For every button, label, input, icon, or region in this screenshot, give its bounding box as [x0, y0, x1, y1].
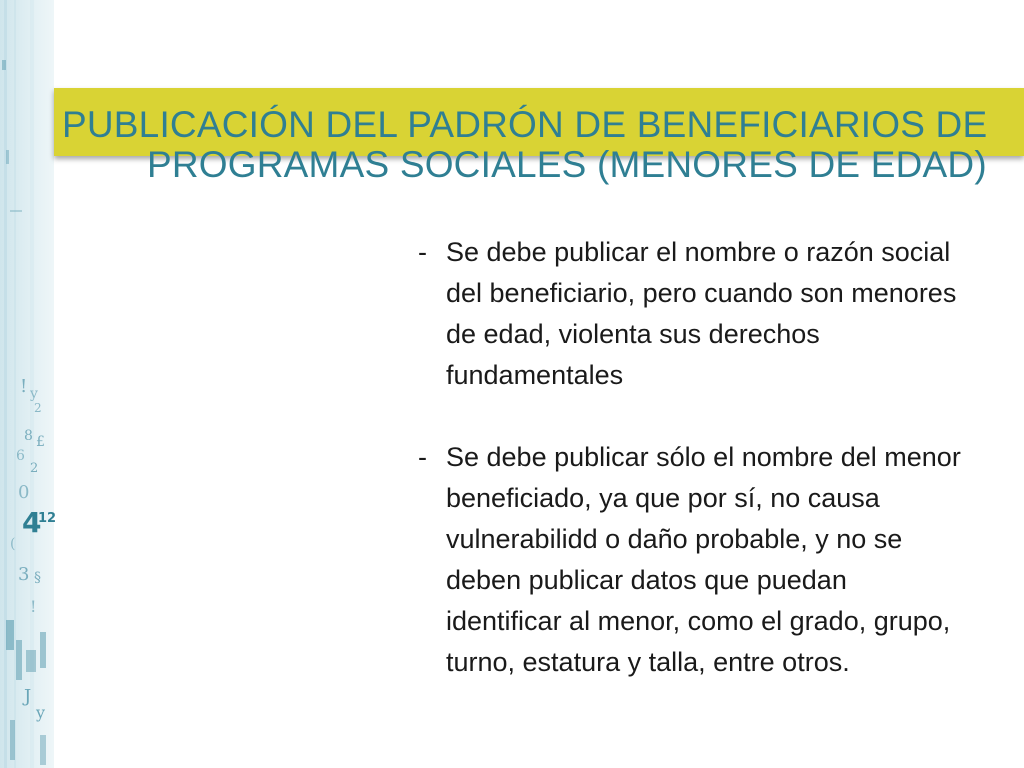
- svg-text:y: y: [36, 703, 46, 722]
- svg-text:3: 3: [18, 564, 30, 585]
- svg-text:y: y: [30, 386, 38, 402]
- svg-text:§: §: [34, 570, 41, 586]
- svg-text:0: 0: [18, 482, 30, 503]
- bullet-item: [418, 232, 978, 396]
- svg-text:!: !: [30, 597, 37, 616]
- slide-title-line-2: PROGRAMAS SOCIALES (MENORES DE EDAD): [147, 144, 987, 185]
- svg-text:6: 6: [16, 448, 25, 464]
- slide-title-line-1: PUBLICACIÓN DEL PADRÓN DE BENEFICIARIOS DE: [62, 104, 988, 145]
- bullet-text: Se debe publicar sólo el nombre del menor beneficiado, ya que por sí, no causa vulnerabilidd o daño probable, y no se deben publicar datos que puedan identificar al menor, como el grado, grupo, turno, estatura y talla, entre otros.: [446, 442, 961, 677]
- svg-text:8: 8: [24, 428, 33, 444]
- svg-text:!: !: [20, 376, 28, 397]
- slide-title: [62, 100, 988, 190]
- bullet-item: [418, 437, 978, 683]
- svg-text:£: £: [36, 434, 45, 450]
- bullet-marker: -: [418, 237, 427, 267]
- svg-text:J: J: [24, 686, 32, 707]
- svg-text:2: 2: [30, 461, 39, 476]
- svg-text:4: 4: [22, 506, 42, 539]
- decorative-left-strip: [0, 0, 57, 768]
- svg-text:2: 2: [34, 401, 42, 415]
- decorative-numbers-graphic: [0, 0, 57, 768]
- svg-text:(: (: [10, 536, 16, 552]
- bullet-text: Se debe publicar el nombre o razón social del beneficiario, pero cuando son menores de edad, violenta sus derechos fundamentales: [446, 237, 957, 390]
- svg-text:12: 12: [38, 511, 57, 526]
- bullet-list: [418, 232, 978, 724]
- bullet-marker: -: [418, 442, 427, 472]
